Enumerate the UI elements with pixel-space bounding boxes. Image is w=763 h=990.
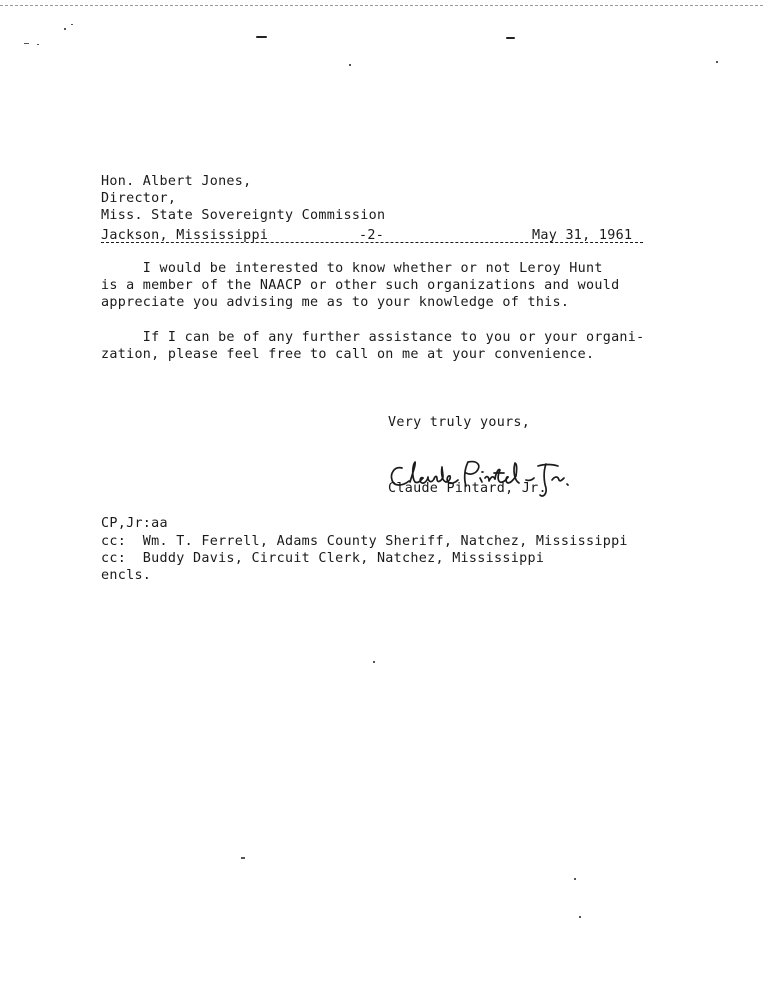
typed-signature-name: Claude Pintard, Jr. (388, 481, 547, 496)
letter-date: May 31, 1961 (532, 228, 633, 243)
page-top-edge (0, 5, 763, 6)
closing: Very truly yours, (388, 415, 531, 430)
typist-initials: CP,Jr:aa (101, 516, 168, 531)
scan-speck (71, 24, 73, 25)
recipient-organization: Miss. State Sovereignty Commission (101, 208, 386, 223)
carbon-copy-2: cc: Buddy Davis, Circuit Clerk, Natchez, Mississippi (101, 551, 545, 566)
body-paragraph-1-line: is a member of the NAACP or other such organizations and would (101, 278, 620, 293)
enclosures-note: encls. (101, 568, 152, 583)
scan-mark (506, 37, 515, 39)
scan-speck (349, 64, 351, 66)
scan-speck (241, 857, 245, 859)
body-paragraph-1-line: I would be interested to know whether or not Leroy Hunt (101, 261, 603, 276)
scan-mark (256, 36, 267, 38)
body-paragraph-2-line: zation, please feel free to call on me at your convenience. (101, 347, 595, 362)
scan-speck (64, 28, 66, 30)
recipient-title: Director, (101, 191, 177, 206)
scan-speck (579, 916, 581, 918)
body-paragraph-2-line: If I can be of any further assistance to you or your organi- (101, 330, 645, 345)
carbon-copy-1: cc: Wm. T. Ferrell, Adams County Sheriff, Natchez, Mississippi (101, 534, 628, 549)
scan-speck (24, 43, 29, 44)
page-number: -2- (359, 228, 385, 243)
recipient-city: Jackson, Mississippi (101, 228, 269, 243)
address-date-line (101, 227, 643, 244)
scan-speck (373, 661, 375, 663)
scan-speck (37, 44, 39, 45)
recipient-name: Hon. Albert Jones, (101, 174, 252, 189)
body-paragraph-1-line: appreciate you advising me as to your knowledge of this. (101, 295, 570, 310)
scan-speck (574, 878, 576, 880)
scan-speck (716, 61, 718, 63)
